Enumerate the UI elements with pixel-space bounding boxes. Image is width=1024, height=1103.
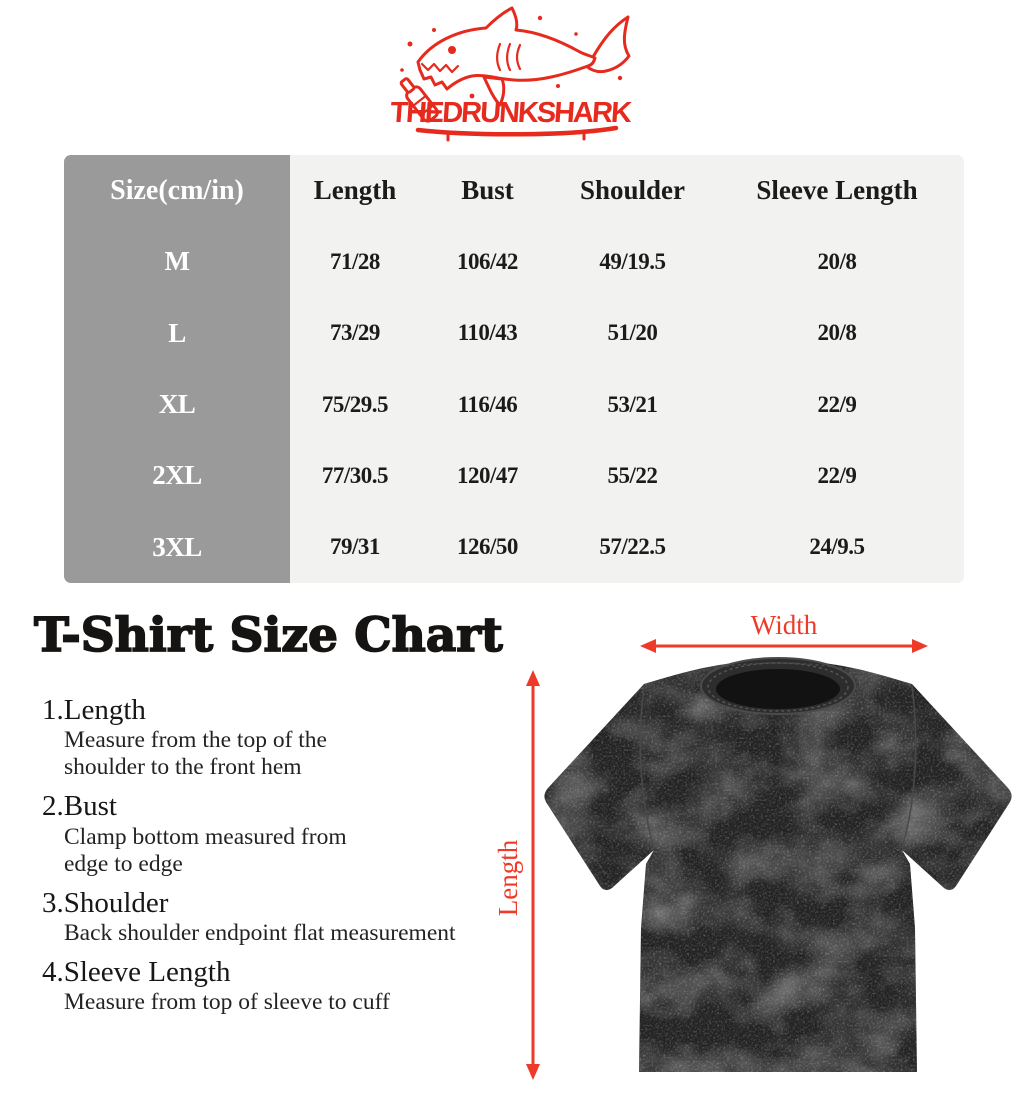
measure-item xyxy=(42,790,542,877)
size-chart-table xyxy=(64,155,964,583)
size-label-cell: 2XL xyxy=(64,440,290,511)
width-label: Width xyxy=(750,610,818,640)
sleeve-value-cell: 20/8 xyxy=(817,320,857,346)
column-header: Bust xyxy=(461,175,514,206)
shoulder-value-cell: 57/22.5 xyxy=(599,534,666,560)
sleeve-value-cell: 24/9.5 xyxy=(809,534,865,560)
wash-texture-speckle xyxy=(544,660,1011,1072)
measurement-definitions xyxy=(42,694,542,1025)
measure-item-label: 1.Length xyxy=(42,694,146,726)
length-value-cell: 71/28 xyxy=(330,248,380,274)
measure-item-description-line: shoulder to the front hem xyxy=(64,754,302,781)
measure-item-description-line: Measure from top of sleeve to cuff xyxy=(64,989,390,1016)
length-value-cell: 75/29.5 xyxy=(321,391,389,417)
shoulder-value-cell: 51/20 xyxy=(607,320,658,346)
size-label-cell: 3XL xyxy=(64,512,290,583)
tshirt-graphic xyxy=(544,658,1011,1072)
size-label-cell: XL xyxy=(64,369,290,440)
drunk-shark-logo xyxy=(388,0,648,142)
measure-item-label: 3.Shoulder xyxy=(42,886,169,919)
measure-item-label: 4.Sleeve Length xyxy=(42,956,231,989)
column-header: Length xyxy=(313,175,397,206)
size-column-header: Size(cm/in) xyxy=(64,155,290,226)
measure-item xyxy=(42,956,542,1016)
tshirt-measurement-diagram xyxy=(488,598,1024,1103)
measure-item-label: 2.Bust xyxy=(42,790,117,823)
brand-text: THEDRUNKSHARK xyxy=(389,97,632,129)
shoulder-value-cell: 55/22 xyxy=(607,462,658,488)
sleeve-value-cell: 22/9 xyxy=(817,462,857,488)
page-title: T-Shirt Size Chart xyxy=(34,608,503,663)
bust-value-cell: 120/47 xyxy=(457,462,518,488)
size-table-grid xyxy=(64,155,964,583)
bust-value-cell: 126/50 xyxy=(457,534,518,560)
sleeve-value-cell: 22/9 xyxy=(817,391,857,417)
sleeve-value-cell: 20/8 xyxy=(817,248,857,274)
length-value-cell: 73/29 xyxy=(330,320,380,346)
size-label-cell: L xyxy=(64,298,290,369)
column-header: Sleeve Length xyxy=(756,175,918,206)
size-label-cell: M xyxy=(64,226,290,297)
measure-item-description-line: Back shoulder endpoint flat measurement xyxy=(64,920,456,947)
length-value-cell: 77/30.5 xyxy=(321,462,389,488)
measure-item xyxy=(42,694,542,781)
bust-value-cell: 106/42 xyxy=(457,248,518,274)
measure-item-description-line: Measure from the top of the xyxy=(64,727,327,754)
shoulder-value-cell: 53/21 xyxy=(607,391,658,417)
shark-body xyxy=(418,8,595,89)
bust-value-cell: 116/46 xyxy=(457,391,518,417)
length-label: Length xyxy=(493,839,523,917)
measure-item-description-line: edge to edge xyxy=(64,850,183,877)
measure-item xyxy=(42,887,542,947)
collar xyxy=(701,658,855,714)
shark-eye xyxy=(448,46,456,54)
column-header: Shoulder xyxy=(579,175,686,206)
length-value-cell: 79/31 xyxy=(330,534,380,560)
shoulder-value-cell: 49/19.5 xyxy=(599,248,666,274)
width-arrow xyxy=(640,639,928,653)
bust-value-cell: 110/43 xyxy=(457,320,518,346)
measure-item-description-line: Clamp bottom measured from xyxy=(64,823,347,850)
length-arrow xyxy=(526,670,540,1080)
